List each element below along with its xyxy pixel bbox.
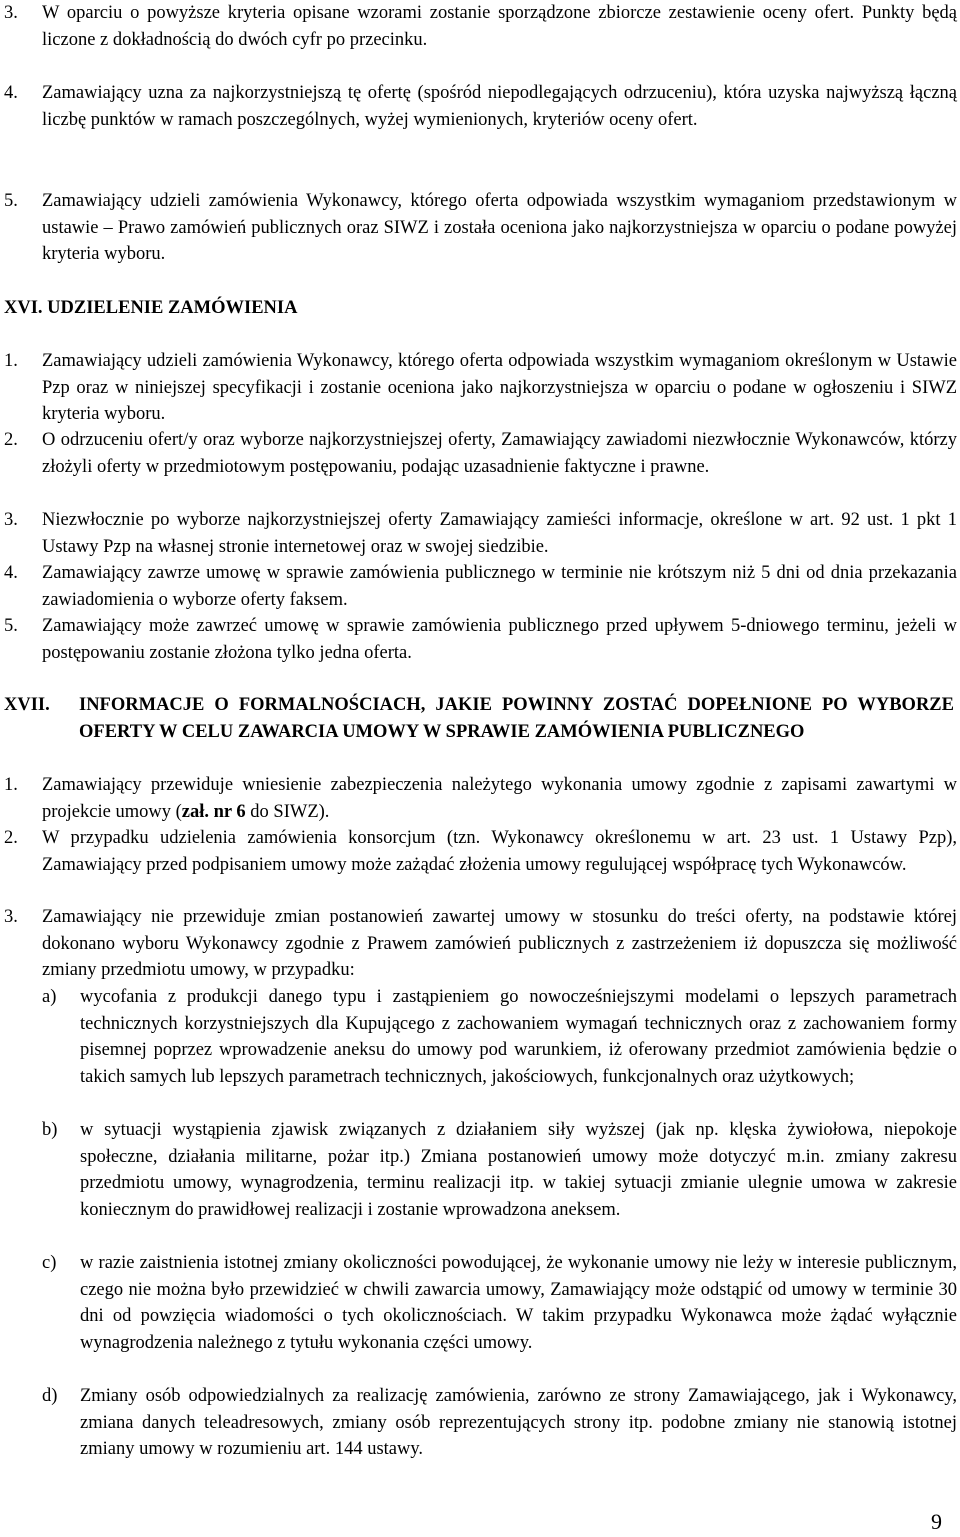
item-number: 4. xyxy=(4,83,18,103)
section-label: XVII. xyxy=(4,695,50,715)
item-text: W przypadku udzielenia zamówienia konsorcjum (tzn. Wykonawcy określonemu w art. 23 ust. 1 Ustawy Pzp), Zamawiający przed podpisaniem umowy może zażądać złożenia umowy regulującej współpracę tych Wykonawców. xyxy=(42,828,957,875)
xvi-item-2 xyxy=(0,427,957,480)
item-number: 1. xyxy=(4,775,18,795)
subitem-letter: a) xyxy=(42,987,57,1007)
item-number: 3. xyxy=(4,510,18,530)
section-heading-xvi: XVI. UDZIELENIE ZAMÓWIENIA xyxy=(4,298,298,318)
intro-item-4 xyxy=(0,80,957,133)
attachment-reference: zał. nr 6 xyxy=(181,801,246,822)
item-number: 5. xyxy=(4,191,18,211)
subitem-letter: d) xyxy=(42,1386,58,1406)
xvi-item-3 xyxy=(0,507,957,560)
item-number: 4. xyxy=(4,563,18,583)
xvii-subitem-a xyxy=(0,984,957,1090)
xvi-item-5 xyxy=(0,613,957,666)
section-heading-xvii xyxy=(4,692,954,745)
item-text: Zamawiający uzna za najkorzystniejszą tę ofertę (spośród niepodlegających odrzuceniu), która uzyska najwyższą łączną liczbę punktów w ramach poszczególnych, wyżej wymienionych, kryteriów oceny ofert. xyxy=(42,83,957,130)
item-number: 5. xyxy=(4,616,18,636)
item-number: 3. xyxy=(4,907,18,927)
xvii-subitem-d xyxy=(0,1383,957,1463)
item-text: Zamawiający udzieli zamówienia Wykonawcy, którego oferta odpowiada wszystkim wymaganiom określonym w Ustawie Pzp oraz w niniejszej specyfikacji i zostanie oceniona jako najkorzystniejsza w oparciu o podane w ogłoszeniu i SIWZ kryteria wyboru. xyxy=(42,351,957,424)
xvii-subitem-c xyxy=(0,1250,957,1356)
subitem-letter: b) xyxy=(42,1120,58,1140)
xvi-item-4 xyxy=(0,560,957,613)
subitem-text: Zmiany osób odpowiedzialnych za realizację zamówienia, zarówno ze strony Zamawiającego, jak i Wykonawcy, zmiana danych teleadresowych, zmiany osób reprezentujących strony itp. podobne zmiany nie stanowią istotnej zmiany umowy w rozumieniu art. 144 ustawy. xyxy=(80,1386,957,1459)
xvi-item-1 xyxy=(0,348,957,428)
item-text: Zamawiający udzieli zamówienia Wykonawcy, którego oferta odpowiada wszystkim wymaganiom przedstawionym w ustawie – Prawo zamówień publicznych oraz SIWZ i została oceniona jako najkorzystniejsza w oparciu o podane powyżej kryteria wyboru. xyxy=(42,191,957,264)
intro-item-5 xyxy=(0,188,957,268)
item-number: 2. xyxy=(4,828,18,848)
item-number: 1. xyxy=(4,351,18,371)
xvii-subitem-b xyxy=(0,1117,957,1223)
xvii-item-3 xyxy=(0,904,957,984)
section-title: INFORMACJE O FORMALNOŚCIACH, JAKIE POWINNY ZOSTAĆ DOPEŁNIONE PO WYBORZE OFERTY W CELU ZAWARCIA UMOWY W SPRAWIE ZAMÓWIENIA PUBLICZNEGO xyxy=(79,695,954,742)
item-text: Niezwłocznie po wyborze najkorzystniejszej oferty Zamawiający zamieści informacje, określone w art. 92 ust. 1 pkt 1 Ustawy Pzp na własnej stronie internetowej oraz w swojej siedzibie. xyxy=(42,510,957,557)
item-text: W oparciu o powyższe kryteria opisane wzorami zostanie sporządzone zbiorcze zestawienie oceny ofert. Punkty będą liczone z dokładnością do dwóch cyfr po przecinku. xyxy=(42,3,957,50)
subitem-letter: c) xyxy=(42,1253,57,1273)
intro-item-3 xyxy=(0,0,957,53)
subitem-text: w sytuacji wystąpienia zjawisk związanych z działaniem siły wyższej (jak np. klęska żywiołowa, niepokoje społeczne, działania militarne, pożar itp.) Zmiana postanowień umowy może dotyczyć m.in. zmiany zakresu przedmiotu umowy, wynagrodzenia, terminu realizacji itp. w takiej sytuacji zmianie ulegnie umowa w zakresie koniecznym do prawidłowej realizacji i zostanie wprowadzona aneksem. xyxy=(80,1120,957,1220)
item-number: 2. xyxy=(4,430,18,450)
item-text: Zamawiający zawrze umowę w sprawie zamówienia publicznego w terminie nie krótszym niż 5 dni od dnia przekazania zawiadomienia o wyborze oferty faksem. xyxy=(42,563,957,610)
item-text: Zamawiający nie przewiduje zmian postanowień zawartej umowy w stosunku do treści oferty, na podstawie której dokonano wyboru Wykonawcy zgodnie z Prawem zamówień publicznych z zastrzeżeniem iż dopuszcza się możliwość zmiany przedmiotu umowy, w przypadku: xyxy=(42,907,957,980)
page-number: 9 xyxy=(931,1509,942,1534)
item-text: Zamawiający przewiduje wniesienie zabezpieczenia należytego wykonania umowy zgodnie z zapisami zawartymi w projekcie umowy (zał. nr 6 do SIWZ). xyxy=(42,775,957,822)
item-text: Zamawiający może zawrzeć umowę w sprawie zamówienia publicznego przed upływem 5-dniowego terminu, jeżeli w postępowaniu zostanie złożona tylko jedna oferta. xyxy=(42,616,957,663)
xvii-item-1 xyxy=(0,772,957,825)
xvii-item-2 xyxy=(0,825,957,878)
subitem-text: w razie zaistnienia istotnej zmiany okoliczności powodującej, że wykonanie umowy nie leży w interesie publicznym, czego nie można było przewidzieć w chwili zawarcia umowy, Zamawiający może odstąpić od umowy w terminie 30 dni od powzięcia wiadomości o tych okolicznościach. W takim przypadku Wykonawca może żądać wyłącznie wynagrodzenia należnego z tytułu wykonania części umowy. xyxy=(80,1253,957,1353)
item-text: O odrzuceniu ofert/y oraz wyborze najkorzystniejszej oferty, Zamawiający zawiadomi niezwłocznie Wykonawców, którzy złożyli oferty w przedmiotowym postępowaniu, podając uzasadnienie faktyczne i prawne. xyxy=(42,430,957,477)
item-number: 3. xyxy=(4,3,18,23)
subitem-text: wycofania z produkcji danego typu i zastąpieniem go nowocześniejszymi modelami o lepszych parametrach technicznych korzystniejszych dla Kupującego z zachowaniem wymagań technicznych oraz z zachowaniem formy pisemnej poprzez wprowadzenie aneksu do umowy pod warunkiem, iż oferowany przedmiot zamówienia będzie o takich samych lub lepszych parametrach technicznych, jakościowych, funkcjonalnych oraz użytkowych; xyxy=(80,987,957,1087)
